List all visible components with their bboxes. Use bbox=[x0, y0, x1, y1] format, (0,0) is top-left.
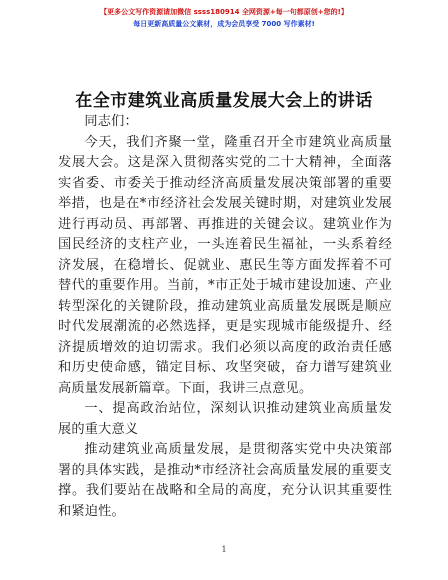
promo-banner-line-1: 【更多公文写作资源请加微信 ssss180914 全网资源+每一句都原创+您的!】 bbox=[100, 8, 348, 16]
document-title: 在全市建筑业高质量发展大会上的讲话 bbox=[75, 91, 373, 111]
salutation: 同志们： bbox=[84, 114, 138, 129]
paragraph-section-1: 推动建筑业高质量发展，是贯彻落实党中央决策部署的具体实践，是推动*市经济社会高质量发展的重要支撑。我们要站在战略和全局的高度，充分认识其重要性和紧迫性。 bbox=[58, 442, 392, 519]
promo-banner bbox=[0, 6, 448, 30]
section-heading-1: 一、提高政治站位，深刻认识推动建筑业高质量发展的重大意义 bbox=[58, 401, 392, 437]
page-number: 1 bbox=[221, 545, 227, 554]
paragraph-opening: 今天，我们齐聚一堂，隆重召开全市建筑业高质量发展大会。这是深入贯彻落实党的二十大精神，全面落实省委、市委关于推动经济高质量发展决策部署的重要举措，也是在*市经济社会发展关键时期，对建筑业发展进行再动员、再部署、再推进的关键会议。建筑业作为国民经济的支柱产业，一头连着民生福祉，一头系着经济发展，在稳增长、促就业、惠民生等方面发挥着不可替代的重要作用。当前，*市正处于城市建设加速、产业转型深化的关键阶段，推动建筑业高质量发展既是顺应时代发展潮流的必然选择，更是实现城市能级提升、经济提质增效的迫切需求。我们必须以高度的政治责任感和历史使命感，锚定目标、攻坚突破，奋力谱写建筑业高质量发展新篇章。下面，我讲三点意见。 bbox=[58, 134, 392, 396]
document-body bbox=[58, 112, 392, 522]
promo-banner-line-2: 每日更新高质量公文素材，成为会员享受 7000 写作素材! bbox=[133, 20, 315, 28]
